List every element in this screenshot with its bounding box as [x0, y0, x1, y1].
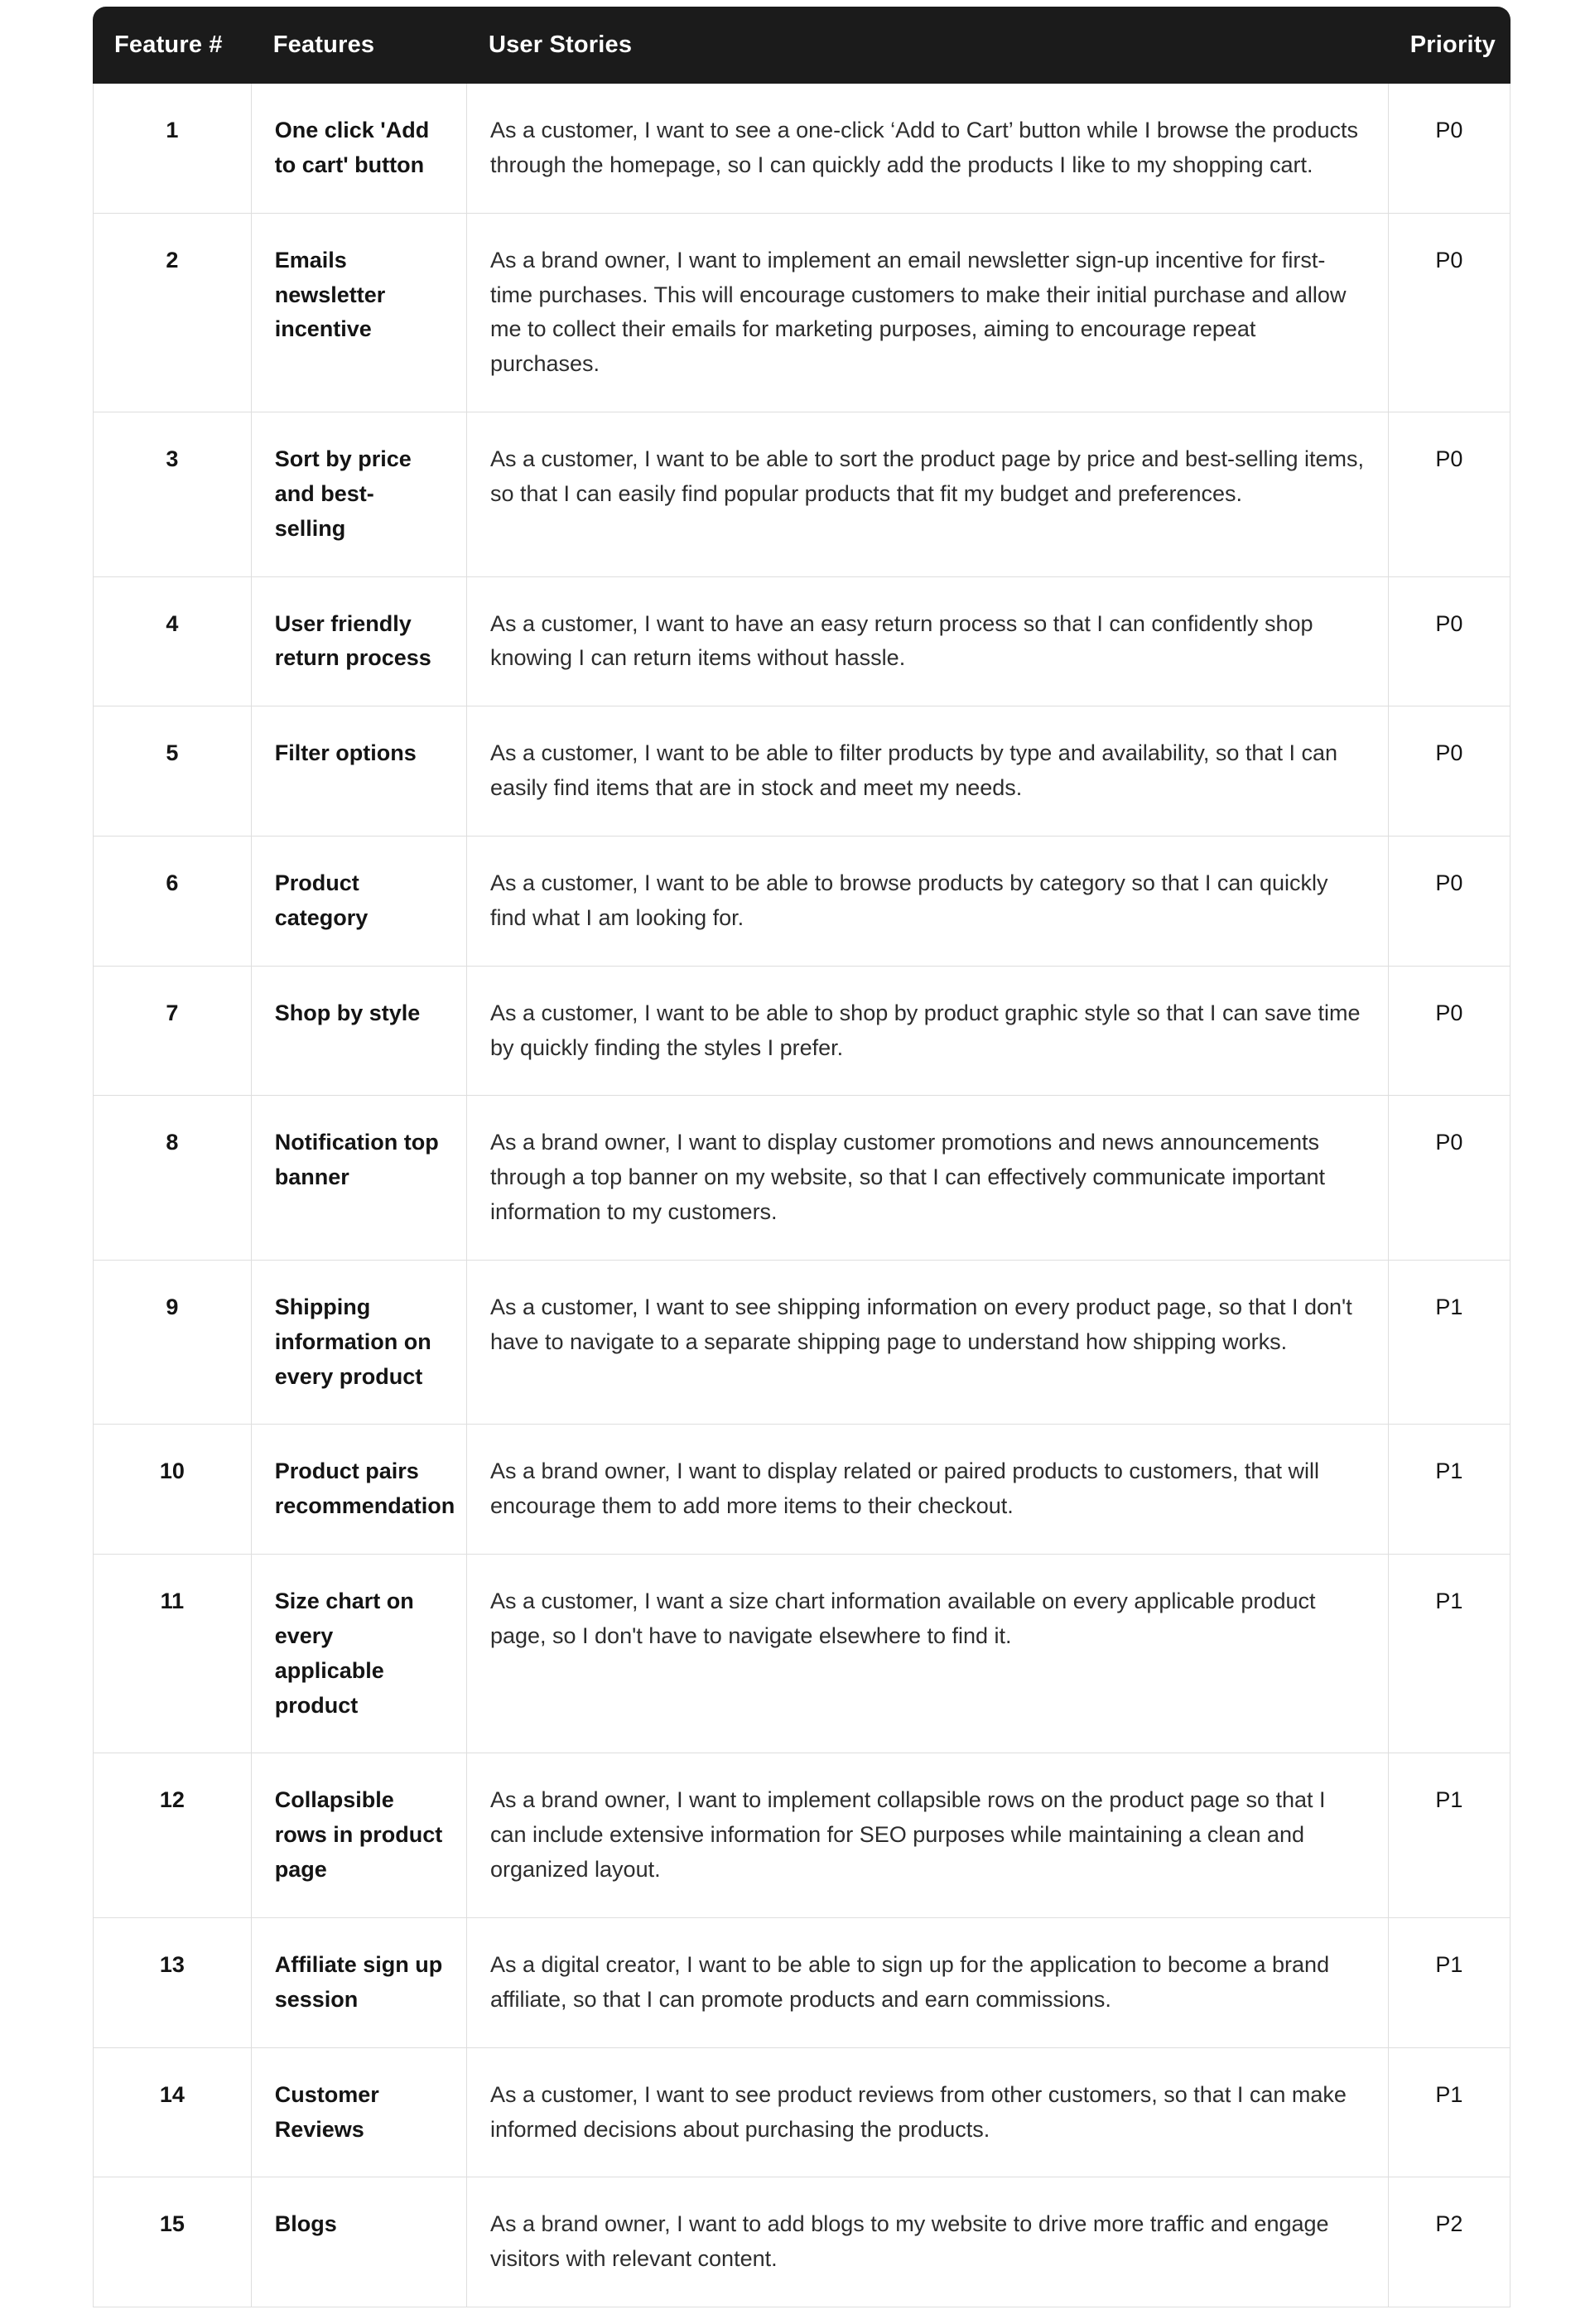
table-row [93, 967, 1510, 1097]
priority-badge: P1 [1389, 1753, 1510, 1918]
feature-name: Customer Reviews [252, 2048, 467, 2178]
priority-badge: P0 [1389, 706, 1510, 837]
priority-badge: P1 [1389, 1425, 1510, 1555]
table-row [93, 1555, 1510, 1753]
feature-name: Affiliate sign up session [252, 1918, 467, 2048]
feature-number: 13 [93, 1918, 252, 2048]
priority-badge: P1 [1389, 1261, 1510, 1425]
header-user-stories: User Stories [467, 7, 1389, 84]
table-row [93, 412, 1510, 577]
feature-name: Shipping information on every product [252, 1261, 467, 1425]
feature-number: 2 [93, 214, 252, 412]
feature-number: 12 [93, 1753, 252, 1918]
feature-name: Product pairs recommendation [252, 1425, 467, 1555]
user-story: As a customer, I want to see a one-click ‘Add to Cart’ button while I browse the products through the homepage, so I can quickly add the products I like to my shopping cart. [467, 84, 1389, 214]
user-story: As a customer, I want to be able to sort the product page by price and best-selling items, so that I can easily find popular products that fit my budget and preferences. [467, 412, 1389, 577]
table-row [93, 214, 1510, 412]
table-header [93, 7, 1510, 84]
priority-badge: P1 [1389, 2048, 1510, 2178]
feature-name: Blogs [252, 2177, 467, 2307]
user-story: As a customer, I want to see shipping information on every product page, so that I don't have to navigate to a separate shipping page to understand how shipping works. [467, 1261, 1389, 1425]
table-row [93, 1753, 1510, 1918]
priority-badge: P0 [1389, 214, 1510, 412]
feature-number: 15 [93, 2177, 252, 2307]
table-row [93, 706, 1510, 837]
feature-number: 5 [93, 706, 252, 837]
feature-name: Emails newsletter incentive [252, 214, 467, 412]
feature-number: 14 [93, 2048, 252, 2178]
feature-number: 1 [93, 84, 252, 214]
feature-name: Filter options [252, 706, 467, 837]
feature-table [93, 7, 1510, 2307]
table-row [93, 84, 1510, 214]
feature-number: 6 [93, 837, 252, 967]
user-story: As a customer, I want to be able to filter products by type and availability, so that I can easily find items that are in stock and meet my needs. [467, 706, 1389, 837]
priority-badge: P0 [1389, 837, 1510, 967]
table-row [93, 2048, 1510, 2178]
feature-number: 9 [93, 1261, 252, 1425]
feature-number: 11 [93, 1555, 252, 1753]
header-feature-number: Feature # [93, 7, 252, 84]
priority-badge: P1 [1389, 1555, 1510, 1753]
feature-number: 4 [93, 577, 252, 707]
user-story: As a brand owner, I want to display related or paired products to customers, that will encourage them to add more items to their checkout. [467, 1425, 1389, 1555]
feature-name: User friendly return process [252, 577, 467, 707]
user-story: As a digital creator, I want to be able to sign up for the application to become a brand affiliate, so that I can promote products and earn commissions. [467, 1918, 1389, 2048]
feature-name: Product category [252, 837, 467, 967]
feature-number: 3 [93, 412, 252, 577]
feature-name: Size chart on every applicable product [252, 1555, 467, 1753]
feature-name: Notification top banner [252, 1096, 467, 1261]
priority-badge: P2 [1389, 2177, 1510, 2307]
table-row [93, 2177, 1510, 2307]
user-story: As a customer, I want to be able to browse products by category so that I can quickly find what I am looking for. [467, 837, 1389, 967]
user-story: As a customer, I want to have an easy return process so that I can confidently shop knowing I can return items without hassle. [467, 577, 1389, 707]
table-row [93, 1096, 1510, 1261]
table-row [93, 577, 1510, 707]
user-story: As a customer, I want a size chart information available on every applicable product page, so I don't have to navigate elsewhere to find it. [467, 1555, 1389, 1753]
user-story: As a customer, I want to see product reviews from other customers, so that I can make informed decisions about purchasing the products. [467, 2048, 1389, 2178]
priority-badge: P0 [1389, 412, 1510, 577]
table-row [93, 837, 1510, 967]
feature-number: 8 [93, 1096, 252, 1261]
priority-badge: P0 [1389, 967, 1510, 1097]
table-row [93, 1261, 1510, 1425]
feature-name: Sort by price and best-selling [252, 412, 467, 577]
user-story: As a brand owner, I want to display customer promotions and news announcements through a top banner on my website, so that I can effectively communicate important information to my customers. [467, 1096, 1389, 1261]
feature-name: Shop by style [252, 967, 467, 1097]
header-priority: Priority [1389, 7, 1510, 84]
table-row [93, 1918, 1510, 2048]
priority-badge: P0 [1389, 84, 1510, 214]
table-row [93, 1425, 1510, 1555]
header-features: Features [252, 7, 467, 84]
feature-number: 7 [93, 967, 252, 1097]
feature-name: Collapsible rows in product page [252, 1753, 467, 1918]
table-body [93, 84, 1510, 2307]
feature-name: One click 'Add to cart' button [252, 84, 467, 214]
priority-badge: P1 [1389, 1918, 1510, 2048]
priority-badge: P0 [1389, 1096, 1510, 1261]
user-story: As a brand owner, I want to add blogs to my website to drive more traffic and engage visitors with relevant content. [467, 2177, 1389, 2307]
priority-badge: P0 [1389, 577, 1510, 707]
user-story: As a brand owner, I want to implement collapsible rows on the product page so that I can include extensive information for SEO purposes while maintaining a clean and organized layout. [467, 1753, 1389, 1918]
feature-number: 10 [93, 1425, 252, 1555]
user-story: As a customer, I want to be able to shop by product graphic style so that I can save time by quickly finding the styles I prefer. [467, 967, 1389, 1097]
user-story: As a brand owner, I want to implement an email newsletter sign-up incentive for first-time purchases. This will encourage customers to make their initial purchase and allow me to collect their emails for marketing purposes, aiming to encourage repeat purchases. [467, 214, 1389, 412]
